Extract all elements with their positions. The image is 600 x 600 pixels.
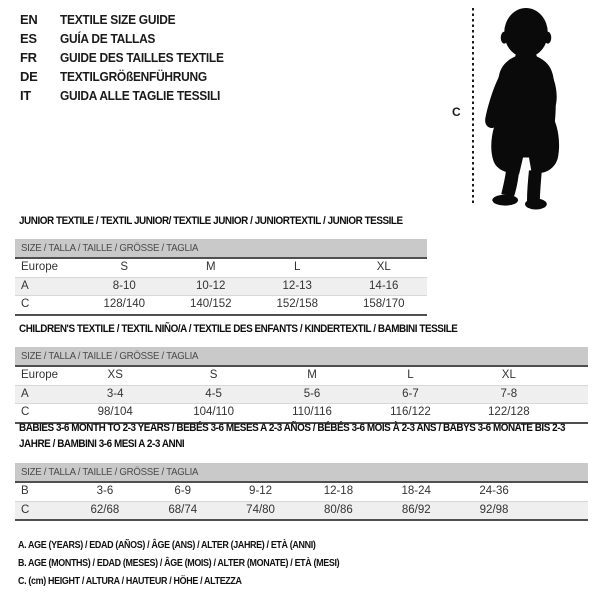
table-header-label: SIZE / TALLA / TAILLE / GRÖSSE / TAGLIA xyxy=(21,350,199,362)
size-cell: 8-10 xyxy=(112,279,136,292)
size-table-children xyxy=(15,347,588,424)
language-label: TEXTILGRÖßENFÜHRUNG xyxy=(60,69,207,84)
table-row xyxy=(15,277,427,296)
table-row xyxy=(15,259,427,277)
size-cell: 158/170 xyxy=(362,298,405,310)
size-cell: M xyxy=(205,261,216,273)
row-label: B xyxy=(21,485,29,497)
size-cell: 3-4 xyxy=(106,387,124,400)
table-title-babies: BABIES 3-6 MONTH TO 2-3 YEARS / BEBÉS 3-6 MESES A 2-3 AÑOS / BÉBÉS 3-6 MOIS À 2-3 ANS / BABYS 3-6 MONATE BIS 2-3 JAHRE / BAMBINI 3-6 MESI A 2-3 ANNI xyxy=(19,422,566,450)
size-cell: 7-8 xyxy=(500,387,518,400)
size-cell: 152/158 xyxy=(276,298,319,310)
size-cell: XS xyxy=(107,369,123,381)
height-dashed-line xyxy=(472,8,474,206)
size-cell: 12-13 xyxy=(282,279,312,292)
table-header xyxy=(15,239,427,259)
size-table-junior xyxy=(15,239,427,316)
size-cell: XL xyxy=(376,261,391,273)
table-title-children: CHILDREN'S TEXTILE / TEXTIL NIÑO/A / TEXTILE DES ENFANTS / KINDERTEXTIL / BAMBINI TESSILE xyxy=(19,323,458,335)
size-cell: 80/86 xyxy=(324,503,353,516)
language-row xyxy=(20,67,238,86)
size-cell: 5-6 xyxy=(303,387,321,400)
size-cell: 10-12 xyxy=(196,279,226,292)
size-cell: 140/152 xyxy=(189,298,232,310)
footnote-a: A. AGE (YEARS) / EDAD (AÑOS) / ÂGE (ANS) / ALTER (JAHRE) / ETÀ (ANNI) xyxy=(18,539,316,551)
footnote-c: C. (cm) HEIGHT / ALTURA / HAUTEUR / HÖHE / ALTEZZA xyxy=(18,575,242,587)
size-cell: 18-24 xyxy=(401,485,431,497)
table-row xyxy=(15,483,588,501)
size-cell: 116/122 xyxy=(390,406,431,418)
size-cell: 24-36 xyxy=(479,485,509,497)
size-cell: 98/104 xyxy=(97,406,133,418)
table-header-label: SIZE / TALLA / TAILLE / GRÖSSE / TAGLIA xyxy=(21,242,199,254)
table-row xyxy=(15,403,588,422)
table-row xyxy=(15,501,588,520)
size-cell: 14-16 xyxy=(369,279,399,292)
table-body xyxy=(15,367,588,424)
table-row xyxy=(15,367,588,385)
row-label: A xyxy=(21,279,29,292)
size-cell: 6-7 xyxy=(402,387,419,400)
table-header xyxy=(15,347,588,367)
language-row xyxy=(20,10,238,29)
size-cell: L xyxy=(407,369,414,381)
table-row xyxy=(15,385,588,404)
language-code: EN xyxy=(20,12,38,27)
row-label: C xyxy=(21,298,30,310)
footnote-b: B. AGE (MONTHS) / EDAD (MESES) / ÂGE (MOIS) / ALTER (MONATE) / ETÀ (MESI) xyxy=(18,557,340,569)
language-code: ES xyxy=(20,31,37,46)
size-cell: 12-18 xyxy=(323,485,354,497)
size-cell: 104/110 xyxy=(193,406,234,418)
size-cell: 4-5 xyxy=(205,387,222,400)
size-cell: XL xyxy=(501,369,516,381)
size-cell: 62/68 xyxy=(90,503,120,516)
footnotes xyxy=(18,536,396,590)
language-label: TEXTILE SIZE GUIDE xyxy=(60,12,176,27)
language-code: IT xyxy=(20,88,31,103)
language-label: GUIDE DES TAILLES TEXTILE xyxy=(60,50,224,65)
size-cell: 110/116 xyxy=(292,406,332,418)
size-cell: S xyxy=(120,261,129,273)
row-label: C xyxy=(21,406,30,418)
table-body xyxy=(15,259,427,316)
language-label: GUIDA ALLE TAGLIE TESSILI xyxy=(60,88,221,103)
table-title-junior: JUNIOR TEXTILE / TEXTIL JUNIOR/ TEXTILE JUNIOR / JUNIORTEXTIL / JUNIOR TESSILE xyxy=(19,215,403,227)
size-table-babies xyxy=(15,463,588,521)
size-cell: 9-12 xyxy=(249,485,273,497)
size-cell: 3-6 xyxy=(96,485,114,497)
baby-silhouette-icon xyxy=(480,6,572,212)
size-cell: M xyxy=(307,369,317,381)
language-label: GUÍA DE TALLAS xyxy=(60,31,156,46)
language-code: DE xyxy=(20,69,38,84)
table-header-label: SIZE / TALLA / TAILLE / GRÖSSE / TAGLIA xyxy=(21,466,199,478)
language-row xyxy=(20,86,238,105)
language-row xyxy=(20,29,238,48)
size-cell: 68/74 xyxy=(168,503,198,516)
table-body xyxy=(15,483,588,521)
row-label: C xyxy=(21,503,30,516)
height-measure-label: C xyxy=(452,105,461,119)
row-label: Europe xyxy=(21,369,59,381)
language-row xyxy=(20,48,238,67)
language-code: FR xyxy=(20,50,37,65)
size-cell: 74/80 xyxy=(246,503,275,516)
table-header xyxy=(15,463,588,483)
size-cell: 86/92 xyxy=(401,503,431,516)
size-cell: 6-9 xyxy=(174,485,192,497)
row-label: Europe xyxy=(21,261,59,273)
size-cell: 122/128 xyxy=(488,406,530,418)
size-cell: 128/140 xyxy=(103,298,146,310)
row-label: A xyxy=(21,387,29,400)
table-row xyxy=(15,295,427,314)
size-cell: 92/98 xyxy=(479,503,509,516)
language-list xyxy=(20,10,238,105)
size-cell: L xyxy=(294,261,301,273)
size-cell: S xyxy=(209,369,218,381)
